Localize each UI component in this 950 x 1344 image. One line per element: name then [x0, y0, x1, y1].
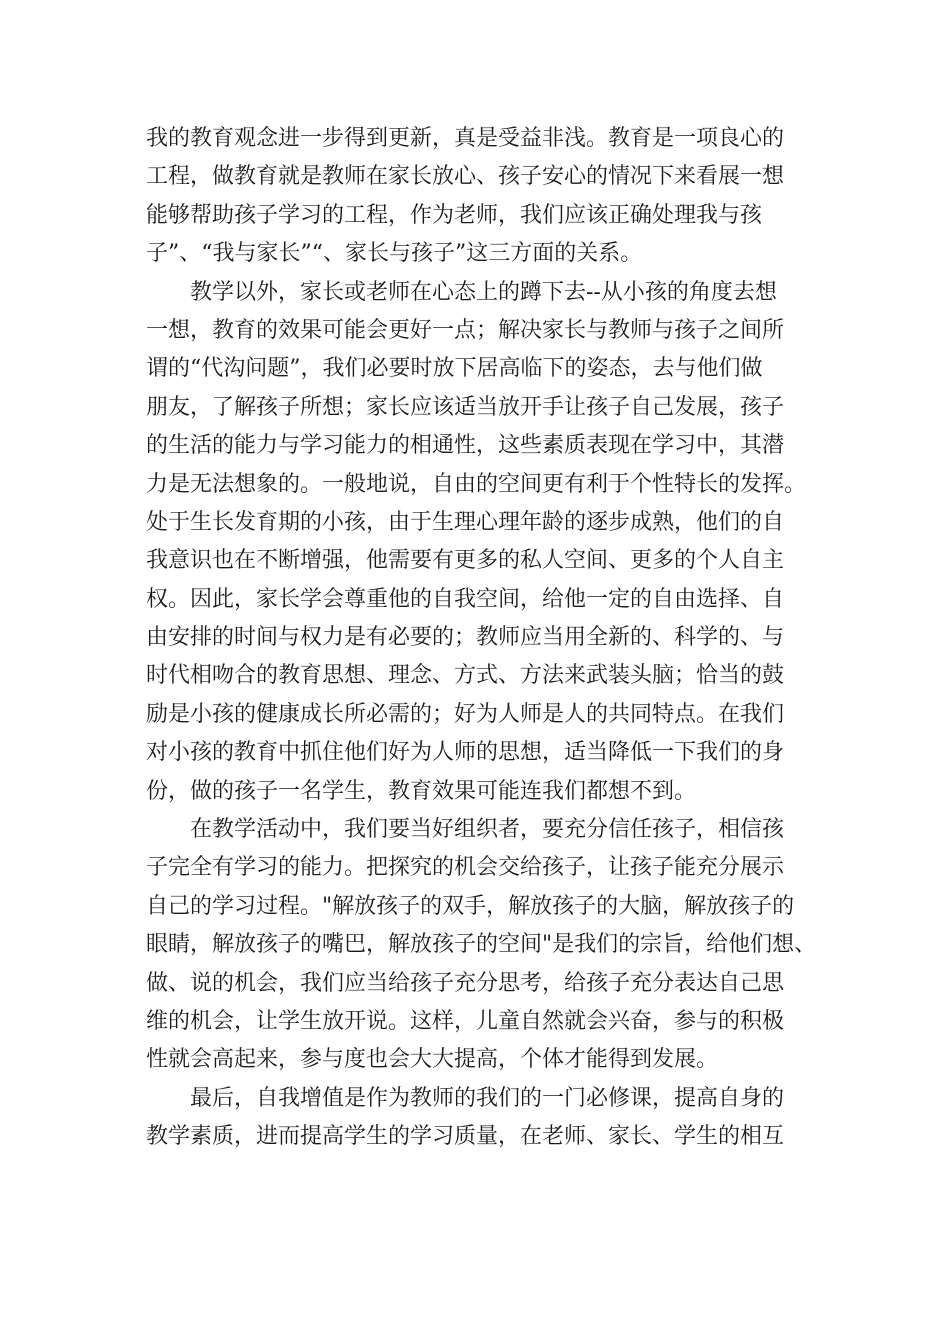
- text-line: 做、说的机会，我们应当给孩子充分思考，给孩子充分表达自己思: [146, 970, 785, 996]
- text-line: 处于生长发育期的小孩，由于生理心理年龄的逐步成熟，他们的自: [146, 509, 785, 535]
- text-line: 子”、“我与家长”“、家长与孩子”这三方面的关系。: [146, 241, 643, 267]
- text-line: 子完全有学习的能力。把探究的机会交给孩子，让孩子能充分展示: [146, 855, 785, 881]
- text-line: 力是无法想象的。一般地说，自由的空间更有利于个性特长的发挥。: [146, 471, 807, 497]
- text-line: 份，做的孩子一名学生，教育效果可能连我们都想不到。: [146, 778, 697, 804]
- text-line: 在教学活动中，我们要当好组织者，要充分信任孩子，相信孩: [146, 817, 785, 843]
- text-line: 时代相吻合的教育思想、理念、方式、方法来武装头脑；恰当的鼓: [146, 663, 785, 689]
- text-line: 能够帮助孩子学习的工程，作为老师，我们应该正确处理我与孩: [146, 202, 763, 228]
- text-line: 权。因此，家长学会尊重他的自我空间，给他一定的自由选择、自: [146, 586, 785, 612]
- text-line: 朋友，了解孩子所想；家长应该适当放开手让孩子自己发展，孩子: [146, 394, 785, 420]
- text-line: 励是小孩的健康成长所必需的；好为人师是人的共同特点。在我们: [146, 701, 785, 727]
- text-line: 性就会高起来，参与度也会大大提高，个体才能得到发展。: [146, 1047, 719, 1073]
- text-line: 我意识也在不断增强，他需要有更多的私人空间、更多的个人自主: [146, 548, 785, 574]
- text-line: 一想，教育的效果可能会更好一点；解决家长与教师与孩子之间所: [146, 317, 785, 343]
- text-line: 最后，自我增值是作为教师的我们的一门必修课，提高自身的: [146, 1085, 785, 1111]
- text-line: 工程，做教育就是教师在家长放心、孩子安心的情况下来看展一想: [146, 164, 785, 190]
- text-line: 我的教育观念进一步得到更新，真是受益非浅。教育是一项良心的: [146, 126, 785, 151]
- text-line: 谓的“代沟问题”，我们必要时放下居高临下的姿态，去与他们做: [146, 356, 763, 382]
- text-line: 自己的学习过程。"解放孩子的双手，解放孩子的大脑，解放孩子的: [146, 893, 795, 919]
- text-line: 维的机会，让学生放开说。这样，儿童自然就会兴奋，参与的积极: [146, 1008, 785, 1034]
- text-line: 由安排的时间与权力是有必要的；教师应当用全新的、科学的、与: [146, 625, 785, 651]
- body-text: [146, 120, 826, 1157]
- text-line: 对小孩的教育中抓住他们好为人师的思想，适当降低一下我们的身: [146, 740, 785, 766]
- text-line: 的生活的能力与学习能力的相通性，这些素质表现在学习中，其潜: [146, 433, 785, 459]
- text-line: 眼睛，解放孩子的嘴巴，解放孩子的空间"是我们的宗旨，给他们想、: [146, 932, 817, 958]
- text-line: 教学素质，进而提高学生的学习质量，在老师、家长、学生的相互: [146, 1124, 785, 1150]
- text-line: 教学以外，家长或老师在心态上的蹲下去--从小孩的角度去想: [146, 279, 777, 305]
